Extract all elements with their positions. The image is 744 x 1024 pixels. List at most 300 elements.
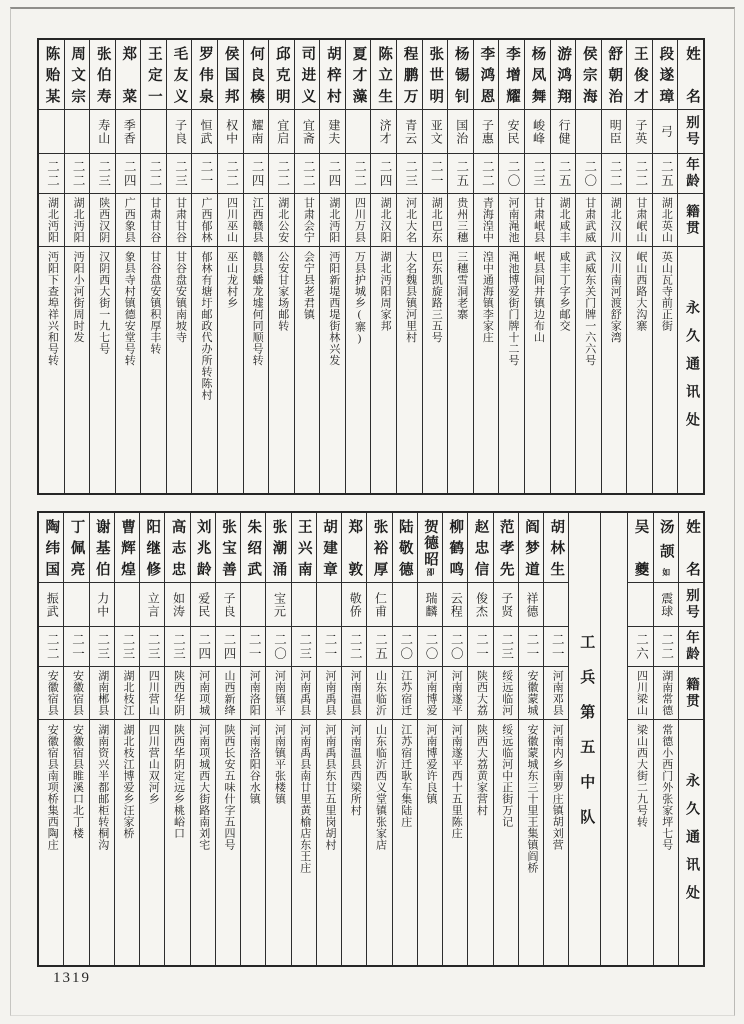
- entry-alias: 力中: [90, 583, 114, 627]
- entry-age: 二二: [602, 154, 627, 194]
- entry-age: 二四: [244, 154, 269, 194]
- entry-origin: 湖北公安: [269, 194, 294, 247]
- entry-name-text: 张宝善: [220, 519, 236, 576]
- roster-entry-column: [626, 40, 652, 493]
- entry-age: 二二: [65, 154, 90, 194]
- entry-name: [544, 513, 568, 583]
- entry-name-text: 李鸿恩: [478, 46, 495, 103]
- entry-address: 咸丰丁字乡邮交: [558, 251, 571, 332]
- entry-origin: 广西象县: [116, 194, 141, 247]
- entry-address: 郁林有塘圩邮政代办所转陈村: [200, 251, 213, 401]
- entry-address: 汉阴西大街一九七号: [97, 251, 110, 355]
- header-age: 年龄: [678, 154, 703, 194]
- entry-age: 二三: [90, 154, 115, 194]
- entry-origin: 贵州三穗: [448, 194, 473, 247]
- entry-alias: 爱民: [191, 583, 215, 627]
- entry-address: 岷山西路大沟寨: [634, 251, 647, 332]
- page-number: 1319: [53, 970, 91, 986]
- entry-name-text: 陈贻某: [43, 46, 60, 103]
- entry-address: 巴东凯旋路三五号: [430, 251, 443, 343]
- entry-name-text: 李增耀: [503, 46, 520, 103]
- roster-entry-column: [652, 40, 678, 493]
- entry-name-text: 侯宗海: [580, 46, 597, 103]
- entry-name-text: 郑敦: [346, 519, 363, 576]
- entry-age: 二二: [39, 627, 63, 667]
- entry-alias: 子贤: [494, 583, 518, 627]
- entry-name: [116, 40, 141, 110]
- entry-name: [397, 40, 422, 110]
- header-name: [678, 40, 703, 110]
- entry-address: 河南禹县东廿五里岗胡村: [324, 724, 336, 851]
- roster-entry-column: [316, 513, 341, 965]
- entry-name: [292, 513, 316, 583]
- entry-address: 安徽宿县南项桥集西陶庄: [46, 724, 59, 851]
- entry-address: 江苏宿迁耿车集陆庄: [399, 724, 412, 828]
- entry-address: 河南洛阳谷水镇: [248, 724, 261, 805]
- entry-alias: 如涛: [165, 583, 189, 627]
- entry-name: [448, 40, 473, 110]
- entry-age: 二三: [140, 627, 164, 667]
- entry-name: [627, 40, 652, 110]
- entry-origin: 湖北英山: [653, 194, 678, 247]
- entry-name-text: 陈立生: [376, 46, 393, 103]
- entry-alias: 寿山: [90, 110, 115, 154]
- entry-origin: 山西新绛: [216, 667, 240, 720]
- entry-alias: 济才: [371, 110, 396, 154]
- entry-name: [654, 513, 678, 583]
- entry-address: 渑池博爱街门牌十二号: [506, 251, 519, 366]
- roster-entry-column: [442, 513, 467, 965]
- entry-age: 二三: [167, 154, 192, 194]
- roster-entry-column: [215, 513, 240, 965]
- entry-name: [65, 40, 90, 110]
- entry-name-text: 贺德昭: [422, 519, 438, 568]
- entry-name: [90, 40, 115, 110]
- entry-age: 二〇: [418, 627, 442, 667]
- entry-age: 二四: [371, 154, 396, 194]
- entry-alias: 亚文: [423, 110, 448, 154]
- entry-name: [525, 40, 550, 110]
- entry-origin: 陕西汉阴: [90, 194, 115, 247]
- entry-origin: 河南洛阳: [241, 667, 265, 720]
- entry-alias: 仁甫: [367, 583, 391, 627]
- roster-entry-column: [190, 513, 215, 965]
- entry-name-text: 游鸿翔: [555, 46, 572, 103]
- entry-origin: 山东临沂: [367, 667, 391, 720]
- entry-name: [494, 513, 518, 583]
- roster-entry-column: [140, 40, 166, 493]
- entry-address: 常德小西门外张家坪七号: [660, 724, 673, 851]
- entry-alias: [544, 583, 568, 627]
- entry-name-text: 张裕厚: [371, 519, 388, 576]
- entry-name: [140, 513, 164, 583]
- entry-origin: 绥远临河: [494, 667, 518, 720]
- roster-entry-column: [164, 513, 189, 965]
- entry-name: [423, 40, 448, 110]
- entry-name-text: 王兴南: [295, 519, 312, 576]
- entry-name-text: 毛友义: [171, 46, 188, 103]
- entry-name-text: 曹辉煌: [119, 519, 135, 576]
- header-origin: 籍贯: [678, 194, 703, 247]
- entry-alias: [39, 110, 64, 154]
- entry-origin: 江苏宿迁: [393, 667, 417, 720]
- roster-entry-column: [396, 40, 422, 493]
- roster-entry-column: [543, 513, 568, 965]
- entry-name: [39, 40, 64, 110]
- roster-entry-column: [447, 40, 473, 493]
- entry-age: 二二: [141, 154, 166, 194]
- entry-alias: 子良: [216, 583, 240, 627]
- entry-name: [269, 40, 294, 110]
- entry-address: 巫山龙村乡: [225, 251, 238, 309]
- entry-age: 二六: [628, 627, 652, 667]
- entry-name-text: 吴夔: [632, 519, 649, 576]
- entry-name-text: 胡建章: [321, 519, 337, 576]
- entry-address: 河南镇平张楼镇: [273, 724, 286, 805]
- entry-alias: [241, 583, 265, 627]
- roster-entry-column: [243, 40, 269, 493]
- entry-address: 陕西长安五味什字五四号: [223, 724, 235, 851]
- entry-name-text: 赵忠信: [472, 519, 489, 576]
- entry-address: 河南项城西大街路南刘宅: [197, 724, 210, 851]
- entry-name-text: 陆敬德: [396, 519, 413, 576]
- entry-origin: 河南邓县: [544, 667, 568, 720]
- entry-alias: [393, 583, 417, 627]
- entry-name: [241, 513, 265, 583]
- roster-entry-column: [601, 40, 627, 493]
- entry-alias: [576, 110, 601, 154]
- entry-origin: 湖南常德: [654, 667, 678, 720]
- entry-address: 沔阳下查埠祥兴和号转: [46, 251, 59, 366]
- entry-name-text: 朱绍武: [245, 519, 262, 576]
- header-age: 年龄: [679, 627, 703, 667]
- entry-name-text: 夏才藻: [350, 46, 367, 103]
- entry-origin: 河南项城: [191, 667, 215, 720]
- table-header-column: [677, 40, 703, 493]
- roster-entry-column: [422, 40, 448, 493]
- entry-alias: 震球: [654, 583, 678, 627]
- entry-name: [342, 513, 366, 583]
- entry-origin: 甘肃甘谷: [141, 194, 166, 247]
- entry-name: [418, 513, 442, 583]
- roster-entry-column: [191, 40, 217, 493]
- entry-address: 汉川南河渡舒家湾: [609, 251, 622, 343]
- entry-name: [165, 513, 189, 583]
- entry-age: 二四: [216, 627, 240, 667]
- entry-alias: [346, 110, 371, 154]
- entry-age: 二一: [544, 627, 568, 667]
- entry-address: 四川营山双河乡: [147, 724, 160, 805]
- entry-name-text: 郑菜: [120, 46, 137, 103]
- entry-name: [64, 513, 88, 583]
- roster-entry-column: [366, 513, 391, 965]
- entry-name-text: 杨凤舞: [529, 46, 546, 103]
- entry-address: 河南遂平西十五里陈庄: [450, 724, 463, 839]
- entry-alias: [115, 583, 139, 627]
- entry-name-text: 阎梦道: [523, 519, 539, 576]
- roster-entry-column: [265, 513, 290, 965]
- entry-alias: [292, 583, 316, 627]
- roster-entry-column: [89, 513, 114, 965]
- roster-entry-column: [291, 513, 316, 965]
- entry-address: 万县护城乡(寨): [353, 251, 366, 345]
- entry-name-text: 胡梓村: [324, 46, 341, 103]
- roster-entry-column: [319, 40, 345, 493]
- roster-entry-column: [345, 40, 371, 493]
- entry-name-text: 刘兆龄: [194, 519, 211, 576]
- entry-name-text: 汤颉: [657, 519, 674, 568]
- entry-age: 二五: [448, 154, 473, 194]
- roster-entry-column: [63, 513, 88, 965]
- entry-address: 陕西大荔黄家营村: [475, 724, 488, 816]
- entry-origin: 河南禹县: [292, 667, 316, 720]
- entry-name-text: 陶纬国: [43, 519, 60, 576]
- entry-origin: 湖北沔阳: [320, 194, 345, 247]
- entry-name: [244, 40, 269, 110]
- entry-age: 二三: [90, 627, 114, 667]
- entry-age: 二五: [551, 154, 576, 194]
- entry-name-text: 何良楱: [248, 46, 265, 103]
- entry-age: 二四: [320, 154, 345, 194]
- entry-origin: 河南渑池: [499, 194, 524, 247]
- entry-address: 绥远临河中正街万记: [500, 724, 513, 828]
- roster-entry-column: [39, 40, 64, 493]
- entry-address: 大名魏县镇河里村: [404, 251, 417, 343]
- header-name-text: 姓名: [684, 46, 700, 103]
- entry-name-text: 周文宗: [69, 46, 86, 103]
- entry-age: 二一: [317, 627, 341, 667]
- entry-origin: 陕西大荔: [468, 667, 492, 720]
- roster-entry-column: [240, 513, 265, 965]
- entry-alias: 国治: [448, 110, 473, 154]
- entry-name-text: 杨锡钊: [452, 46, 469, 103]
- entry-alias: 子英: [627, 110, 652, 154]
- entry-age: 二一: [468, 627, 492, 667]
- entry-age: 二一: [423, 154, 448, 194]
- roster-entry-column: [115, 40, 141, 493]
- entry-origin: 甘肃岷山: [627, 194, 652, 247]
- entry-age: 二三: [397, 154, 422, 194]
- entry-address: 沔阳小河街周时发: [72, 251, 85, 343]
- roster-entry-column: [575, 40, 601, 493]
- entry-origin: 甘肃会宁: [295, 194, 320, 247]
- entry-name: [499, 40, 524, 110]
- roster-entry-column: [294, 40, 320, 493]
- entry-name: [218, 40, 243, 110]
- entry-alias: 俊杰: [468, 583, 492, 627]
- roster-entry-column: [166, 40, 192, 493]
- entry-name-text: 段遂璋: [657, 46, 674, 103]
- entry-origin: 湖南郴县: [90, 667, 114, 720]
- entry-name: [266, 513, 290, 583]
- entry-age: 二三: [494, 627, 518, 667]
- entry-origin: 河南禹县: [317, 667, 341, 720]
- entry-origin: 甘肃武威: [576, 194, 601, 247]
- entry-name: [576, 40, 601, 110]
- entry-origin: 四川巫山: [218, 194, 243, 247]
- entry-address: 湖北沔阳周家邦: [379, 251, 392, 332]
- entry-address: 沔阳新堤西堤街林兴发: [327, 251, 340, 366]
- roster-entry-column: [467, 513, 492, 965]
- entry-age: 二〇: [576, 154, 601, 194]
- entry-name: [141, 40, 166, 110]
- entry-origin: 安徽宿县: [39, 667, 63, 720]
- entry-alias: 恒武: [192, 110, 217, 154]
- entry-alias: 子惠: [474, 110, 499, 154]
- entry-alias: 季香: [116, 110, 141, 154]
- entry-alias: 权中: [218, 110, 243, 154]
- entry-origin: 四川营山: [140, 667, 164, 720]
- entry-name: [346, 40, 371, 110]
- entry-age: 二四: [116, 154, 141, 194]
- entry-origin: 湖北巴东: [423, 194, 448, 247]
- entry-age: 二四: [191, 627, 215, 667]
- roster-entry-column: [498, 40, 524, 493]
- entry-alias: 瑞麟: [418, 583, 442, 627]
- entry-address: 梁山西大街二九号转: [635, 724, 648, 828]
- entry-origin: 湖北沔阳: [65, 194, 90, 247]
- entry-name: [167, 40, 192, 110]
- entry-age: 二三: [115, 627, 139, 667]
- entry-age: 二二: [654, 627, 678, 667]
- entry-alias: [64, 583, 88, 627]
- entry-age: 二五: [367, 627, 391, 667]
- entry-name: [295, 40, 320, 110]
- entry-origin: 甘肃甘谷: [167, 194, 192, 247]
- entry-name: [628, 513, 652, 583]
- roster-entry-column: [217, 40, 243, 493]
- entry-name-text: 王定一: [145, 46, 162, 103]
- entry-name: [90, 513, 114, 583]
- entry-origin: 湖北汉阳: [371, 194, 396, 247]
- entry-origin: 青海湟中: [474, 194, 499, 247]
- header-address: 永久通讯处: [684, 300, 699, 440]
- entry-name: [468, 513, 492, 583]
- entry-origin: 河南遂平: [443, 667, 467, 720]
- roster-entry-column: [268, 40, 294, 493]
- entry-address: 象县寺村镇德安堂号转: [123, 251, 136, 366]
- roster-entry-column: [518, 513, 543, 965]
- entry-age: 二二: [269, 154, 294, 194]
- entry-origin: 陕西华阴: [165, 667, 189, 720]
- entry-age: 二二: [627, 154, 652, 194]
- roster-table-bottom: [37, 511, 705, 967]
- entry-address: 公安甘家场邮转: [276, 251, 289, 332]
- entry-name-text: 侯国邦: [222, 46, 239, 103]
- entry-origin: 湖北沔阳: [39, 194, 64, 247]
- entry-name-text: 司进义: [299, 46, 316, 103]
- roster-entry-column: [493, 513, 518, 965]
- entry-address: 甘谷盘安镇南坡寺: [174, 251, 187, 343]
- entry-name: [371, 40, 396, 110]
- entry-age: 二一: [64, 627, 88, 667]
- entry-alias: 青云: [397, 110, 422, 154]
- entry-name: [519, 513, 543, 583]
- entry-name-text: 张伯寿: [94, 46, 111, 103]
- entry-address: 河南温县西梁所村: [349, 724, 362, 816]
- entry-name-text: 张世明: [427, 46, 444, 103]
- entry-origin: 河北大名: [397, 194, 422, 247]
- entry-age: 二三: [292, 627, 316, 667]
- entry-age: 二〇: [499, 154, 524, 194]
- entry-address: 英山瓦寺前正街: [660, 251, 673, 332]
- roster-table-top: [37, 38, 705, 495]
- entry-alias: 祥德: [519, 583, 543, 627]
- header-name: [679, 513, 703, 583]
- entry-name-text: 高志忠: [169, 519, 186, 576]
- entry-name-text: 舒朝治: [606, 46, 623, 103]
- entry-address: 湟中通海镇李家庄: [481, 251, 494, 343]
- entry-age: 二二: [295, 154, 320, 194]
- roster-entry-column: [417, 513, 442, 965]
- entry-age: 二二: [346, 154, 371, 194]
- roster-entry-column: [653, 513, 678, 965]
- entry-origin: 广西郁林: [192, 194, 217, 247]
- entry-age: 二〇: [266, 627, 290, 667]
- section-title-column: 工兵第五中队: [568, 513, 600, 965]
- entry-name: [602, 40, 627, 110]
- entry-alias: 宜斋: [295, 110, 320, 154]
- entry-age: 二二: [218, 154, 243, 194]
- header-alias: 别号: [679, 583, 703, 627]
- entry-address: 安徽宿县睢溪口北丁楼: [71, 724, 84, 839]
- entry-age: 二〇: [443, 627, 467, 667]
- entry-name: [653, 40, 678, 110]
- entry-origin: 河南博爱: [418, 667, 442, 720]
- entry-origin: 江西赣县: [244, 194, 269, 247]
- entry-address: 岷县间井镇边布山: [532, 251, 545, 343]
- entry-alias: 峻峰: [525, 110, 550, 154]
- entry-address: 赣县蟠龙墟何同顺号转: [251, 251, 264, 366]
- entry-alias: 弓: [653, 110, 678, 154]
- entry-origin: 湖北咸丰: [551, 194, 576, 247]
- entry-origin: 湖北枝江: [115, 667, 139, 720]
- entry-age: 二二: [342, 627, 366, 667]
- entry-age: 二二: [474, 154, 499, 194]
- entry-name: [474, 40, 499, 110]
- entry-name-annotation: 卲: [426, 568, 435, 576]
- entry-alias: [628, 583, 652, 627]
- entry-alias: 子良: [167, 110, 192, 154]
- entry-address: 会宁县老君镇: [302, 251, 315, 320]
- entry-name-text: 邱克明: [273, 46, 290, 103]
- entry-name-text: 丁佩亮: [68, 519, 85, 576]
- header-origin: 籍贯: [679, 667, 703, 720]
- roster-entry-column: [114, 513, 139, 965]
- entry-name-annotation: 如: [661, 568, 671, 576]
- table-header-column: [678, 513, 703, 965]
- entry-origin: 四川万县: [346, 194, 371, 247]
- entry-alias: 云程: [443, 583, 467, 627]
- entry-age: 二一: [241, 627, 265, 667]
- roster-entry-column: [370, 40, 396, 493]
- entry-age: 二三: [525, 154, 550, 194]
- entry-name: [320, 40, 345, 110]
- entry-age: 二〇: [393, 627, 417, 667]
- entry-address: 甘谷盘安镇积厚丰转: [148, 251, 161, 355]
- roster-entry-column: [627, 513, 652, 965]
- entry-name-text: 罗伟泉: [197, 46, 214, 103]
- entry-name-text: 柳鹤鸣: [447, 519, 464, 576]
- entry-alias: 耀南: [244, 110, 269, 154]
- entry-age: 二一: [192, 154, 217, 194]
- entry-name: [216, 513, 240, 583]
- entry-origin: 河南镇平: [266, 667, 290, 720]
- roster-entry-column: [64, 40, 90, 493]
- roster-entry-column: [341, 513, 366, 965]
- entry-address: 河南内乡南罗庄镇胡刘营: [551, 724, 564, 851]
- entry-address: 河南博爱许良镇: [425, 724, 437, 805]
